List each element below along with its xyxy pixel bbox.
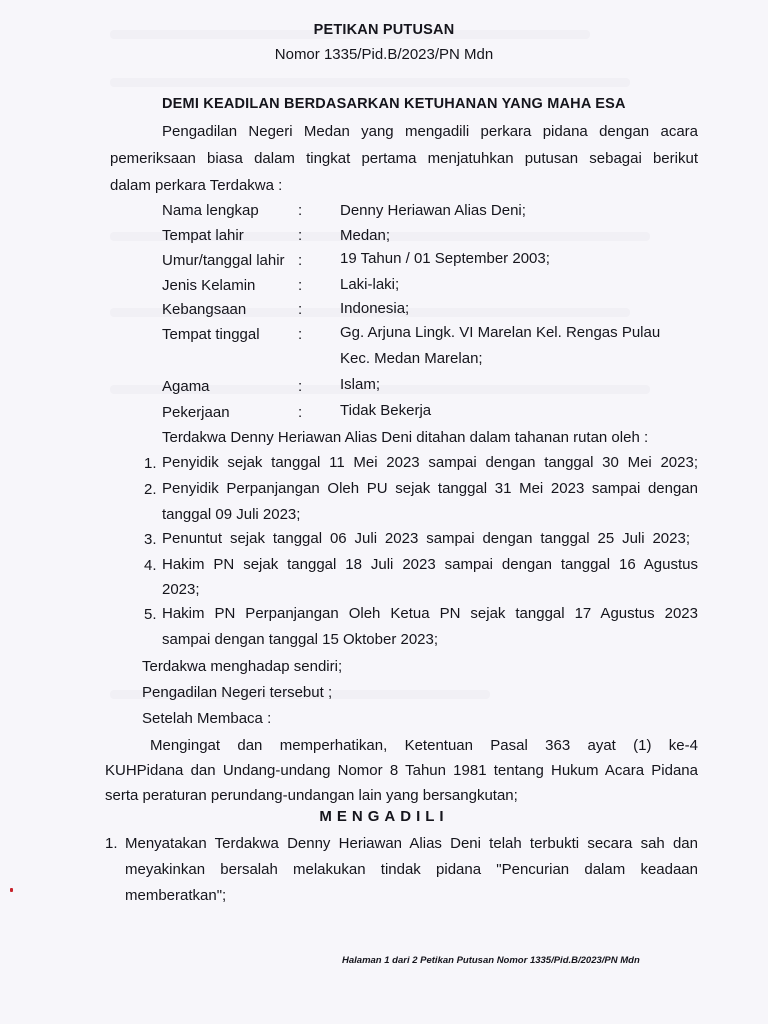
list-item: Penuntut sejak tanggal 06 Juli 2023 sampai dengan tanggal 25 Juli 2023; [162, 530, 690, 547]
identity-value: Gg. Arjuna Lingk. VI Marelan Kel. Rengas Pulau [340, 324, 661, 341]
identity-value: Denny Heriawan Alias Deni; [340, 202, 526, 219]
identity-colon: : [298, 202, 303, 219]
identity-value-cont: Kec. Medan Marelan; [340, 350, 483, 367]
court-motto: DEMI KEADILAN BERDASARKAN KETUHANAN YANG MAHA ESA [162, 96, 626, 112]
considering-line-2: KUHPidana dan Undang-undang Nomor 8 Tahun 1981 tentang Hukum Acara Pidana [105, 762, 698, 779]
identity-colon: : [298, 326, 303, 343]
list-item: Penyidik sejak tanggal 11 Mei 2023 sampai dengan tanggal 30 Mei 2023; [162, 454, 698, 471]
list-number: 1. [105, 835, 118, 852]
identity-colon: : [298, 301, 303, 318]
identity-value: Tidak Bekerja [340, 402, 432, 419]
list-item-cont: sampai dengan tanggal 15 Oktober 2023; [162, 631, 439, 648]
identity-label: Tempat lahir [162, 227, 244, 244]
intro-line-1: Pengadilan Negeri Medan yang mengadili perkara pidana dengan acara [162, 123, 698, 140]
identity-value: Medan; [340, 227, 391, 244]
statement-read: Setelah Membaca : [142, 710, 272, 727]
identity-label: Kebangsaan [162, 301, 247, 318]
identity-colon: : [298, 227, 303, 244]
identity-colon: : [298, 378, 303, 395]
identity-label: Umur/tanggal lahir [162, 252, 285, 269]
identity-value: Laki-laki; [340, 276, 400, 293]
detention-intro: Terdakwa Denny Heriawan Alias Deni ditahan dalam tahanan rutan oleh : [162, 429, 649, 446]
identity-colon: : [298, 277, 303, 294]
identity-value: Indonesia; [340, 300, 410, 317]
verdict-line-1: Menyatakan Terdakwa Denny Heriawan Alias Deni telah terbukti secara sah dan [125, 835, 698, 852]
identity-label: Nama lengkap [162, 202, 259, 219]
identity-label: Jenis Kelamin [162, 277, 256, 294]
verdict-line-2: meyakinkan bersalah melakukan tindak pidana "Pencurian dalam keadaan [125, 861, 698, 878]
list-item-cont: 2023; [162, 581, 200, 598]
list-item: Penyidik Perpanjangan Oleh PU sejak tanggal 31 Mei 2023 sampai dengan [162, 480, 698, 497]
verdict-line-3: memberatkan"; [125, 887, 227, 904]
list-number: 4. [144, 557, 157, 574]
document-title: PETIKAN PUTUSAN [313, 22, 455, 38]
identity-colon: : [298, 252, 303, 269]
identity-label: Pekerjaan [162, 404, 230, 421]
considering-line-3: serta peraturan perundang-undangan lain yang bersangkutan; [105, 787, 518, 804]
list-item: Hakim PN Perpanjangan Oleh Ketua PN sejak tanggal 17 Agustus 2023 [162, 605, 698, 622]
identity-colon: : [298, 404, 303, 421]
list-number: 5. [144, 606, 157, 623]
list-number: 1. [144, 455, 157, 472]
list-item: Hakim PN sejak tanggal 18 Juli 2023 sampai dengan tanggal 16 Agustus [162, 556, 698, 573]
identity-label: Agama [162, 378, 210, 395]
statement-court: Pengadilan Negeri tersebut ; [142, 684, 333, 701]
list-number: 2. [144, 481, 157, 498]
list-number: 3. [144, 531, 157, 548]
page-footer: Halaman 1 dari 2 Petikan Putusan Nomor 1335/Pid.B/2023/PN Mdn [342, 955, 640, 966]
identity-value: Islam; [340, 376, 381, 393]
intro-line-2: pemeriksaan biasa dalam tingkat pertama menjatuhkan putusan sebagai berikut [110, 150, 698, 167]
identity-value: 19 Tahun / 01 September 2003; [340, 250, 550, 267]
intro-line-3: dalam perkara Terdakwa : [110, 177, 283, 194]
ink-speck [10, 888, 13, 892]
identity-label: Tempat tinggal [162, 326, 260, 343]
statement-appearance: Terdakwa menghadap sendiri; [142, 658, 343, 675]
bleed-through [110, 78, 630, 87]
verdict-heading: MENGADILI [319, 808, 449, 825]
case-number: Nomor 1335/Pid.B/2023/PN Mdn [274, 46, 494, 63]
list-item-cont: tanggal 09 Juli 2023; [162, 506, 301, 523]
considering-line-1: Mengingat dan memperhatikan, Ketentuan Pasal 363 ayat (1) ke-4 [150, 737, 698, 754]
